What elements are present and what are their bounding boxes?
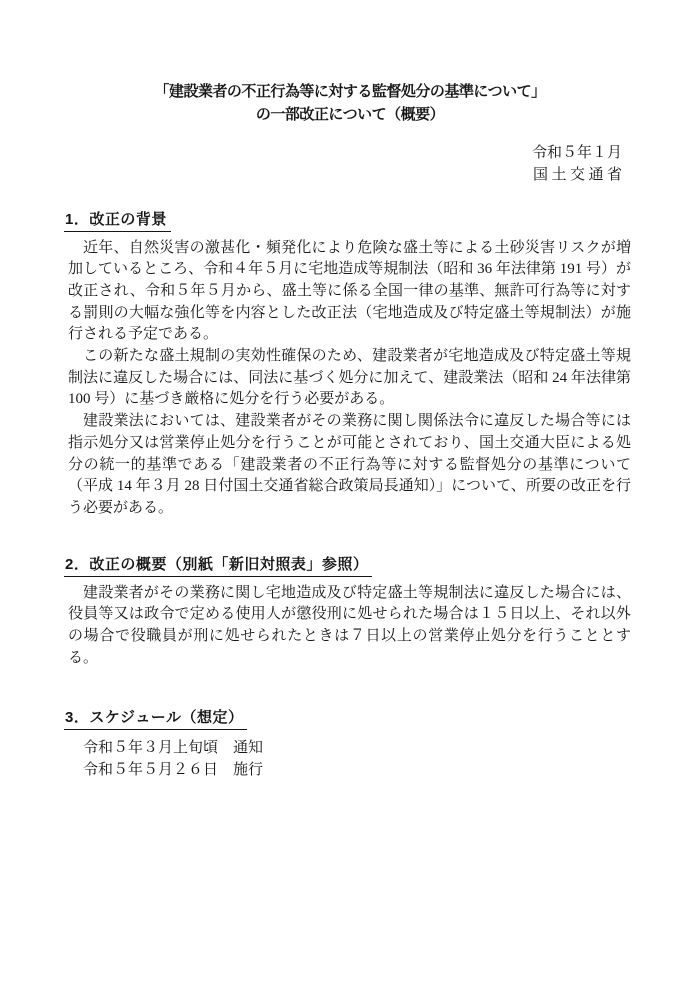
section-1-paragraph-1: 近年、自然災害の激甚化・頻発化により危険な盛土等による土砂災害リスクが増加しているところ、令和４年５月に宅地造成等規制法（昭和 36 年法律第 191 号）が改正され、令和５年５月から、盛土等に係る全国一律の基準、無許可行為等に対する罰則の大幅な強化等を内容とした改正法（宅地造成及び特定盛土等規制法）が施行される予定である。 [68,239,631,343]
title-line-1: 「建設業者の不正行為等に対する監督処分の基準について」 [154,83,546,100]
section-2-heading [65,556,631,577]
section-2-paragraph-1: 建設業者がその業務に関し宅地造成及び特定盛土等規制法に違反した場合には、役員等又は政令で定める使用人が懲役刑に処せられた場合は１５日以上、それ以外の場合で役職員が刑に処せられたときは７日以上の営業停止処分を行うこととする。 [68,584,631,666]
section-schedule [65,709,631,781]
section-1-paragraph-2: この新たな盛土規制の実効性確保のため、建設業者が宅地造成及び特定盛土等規制法に違反した場合には、同法に基づく処分に加えて、建設業法（昭和 24 年法律第 100 号）に基づき厳格に処分を行う必要がある。 [68,348,631,408]
section-3-heading [65,709,631,730]
section-1-heading [65,211,631,232]
document-date: 令和５年１月 [531,144,622,161]
schedule-item-enforcement: 令和５年５月２６日 施行 [83,761,264,778]
date-org-block [531,142,626,186]
document-title [0,80,700,126]
title-line-2: の一部改正について（概要） [255,106,445,123]
section-revision-background [65,211,631,520]
section-2-heading-text: 2．改正の概要（別紙「新旧対照表」参照） [64,556,372,577]
organization-name: 国土交通省 [532,166,626,183]
section-1-paragraph-3: 建設業法においては、建設業者がその業務に関し関係法令に違反した場合等には指示処分又は営業停止処分を行うことが可能とされており、国土交通大臣による処分の統一的基準である「建設業者の不正行為等に対する監督処分の基準について（平成 14 年３月 28 日付国土交通省総合政策局長通知）」について、所要の改正を行う必要がある。 [68,413,631,516]
schedule-item-notification: 令和５年３月上旬頃 通知 [83,739,264,756]
section-3-heading-text: 3．スケジュール（想定） [64,709,247,730]
section-1-heading-text: 1．改正の背景 [64,211,171,232]
section-revision-overview [65,556,631,669]
